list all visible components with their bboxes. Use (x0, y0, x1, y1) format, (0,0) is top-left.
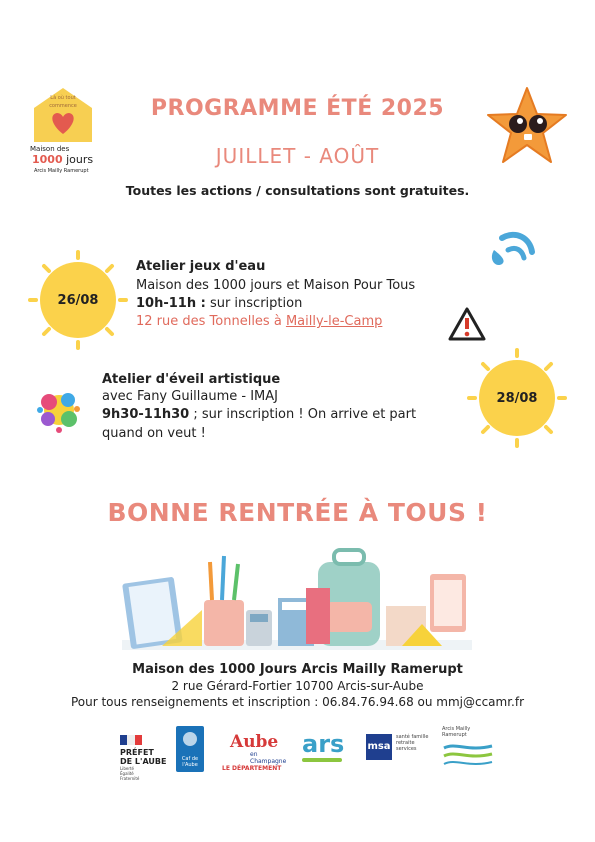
school-supplies-illustration (122, 540, 472, 652)
footer-org: Maison des 1000 Jours Arcis Mailly Ramerupt (132, 662, 463, 677)
event-2-time-row (102, 405, 416, 424)
logo-name-line1: Maison des (30, 145, 70, 153)
event-2-line1: avec Fany Guillaume - IMAJ (102, 389, 279, 404)
water-drops-icon (486, 228, 536, 274)
page-subtitle: JUILLET - AOÛT (215, 144, 380, 168)
logo-word: jours (66, 153, 94, 166)
event-1-time: 10h-11h : (136, 296, 206, 311)
ccamr-text: Arcis Mailly Ramerupt (442, 726, 471, 738)
aube-sub: en Champagne (250, 751, 287, 765)
back-to-school-banner: BONNE RENTRÉE À TOUS ! (107, 498, 488, 527)
aube-departement-logo (220, 734, 290, 770)
event-2-line3: quand on veut ! (102, 426, 206, 441)
aube-text: Aube (230, 732, 279, 752)
ars-text: ars (302, 730, 345, 758)
free-note: Toutes les actions / consultations sont gratuites. (125, 183, 470, 198)
event-1-date-badge: 26/08 (40, 262, 116, 338)
event-1-time-row (136, 294, 302, 313)
paint-splash-icon (33, 384, 85, 436)
msa-sub: santé famille retraite services (396, 734, 429, 752)
footer-contact: Pour tous renseignements et inscription : 06.84.76.94.68 ou mmj@ccamr.fr (70, 695, 525, 709)
prefet-line1: PRÉFET (120, 748, 154, 757)
event-2-date-badge: 28/08 (479, 360, 555, 436)
ccamr-logo (442, 726, 494, 770)
footer-address: 2 rue Gérard-Fortier 10700 Arcis-sur-Aube (171, 679, 424, 693)
logo-tagline: Là où tout commence (49, 95, 77, 109)
event-1-title: Atelier jeux d'eau (136, 259, 266, 274)
ccamr-wave-icon (442, 738, 494, 768)
caf-logo (176, 726, 204, 772)
event-1-address-prefix: 12 rue des Tonnelles à (136, 314, 286, 329)
event-2-time-rest: ; sur inscription ! On arrive et part (189, 407, 417, 422)
caf-emblem-icon (183, 732, 197, 746)
ars-bar-icon (302, 758, 342, 762)
page-title: PROGRAMME ÉTÉ 2025 (150, 96, 445, 121)
msa-text: msa (366, 734, 392, 760)
logo-number: 1000 (32, 153, 63, 166)
prefet-aube-logo (120, 730, 167, 781)
event-1-sun (28, 250, 128, 350)
warning-icon (447, 306, 487, 342)
event-1-time-rest: sur inscription (205, 296, 303, 311)
event-2-time: 9h30-11h30 (102, 407, 190, 422)
event-1-line1: Maison des 1000 jours et Maison Pour Tous (136, 278, 416, 293)
event-2-title: Atelier d'éveil artistique (102, 372, 281, 387)
logo-sub: Arcis Mailly Ramerupt (34, 168, 89, 174)
ars-logo (302, 730, 354, 770)
event-1-address-place[interactable]: Mailly-le-Camp (285, 314, 383, 329)
caf-text: Caf de l'Aube (181, 756, 199, 768)
republic-flag-icon (120, 735, 142, 745)
msa-logo (366, 730, 432, 770)
prefet-line2: DE L'AUBE (120, 757, 167, 766)
event-1-address (136, 314, 382, 329)
event-2-sun (467, 348, 567, 448)
prefet-motto: Liberté Égalité Fraternité (120, 766, 140, 781)
aube-dept: LE DÉPARTEMENT (222, 765, 282, 772)
